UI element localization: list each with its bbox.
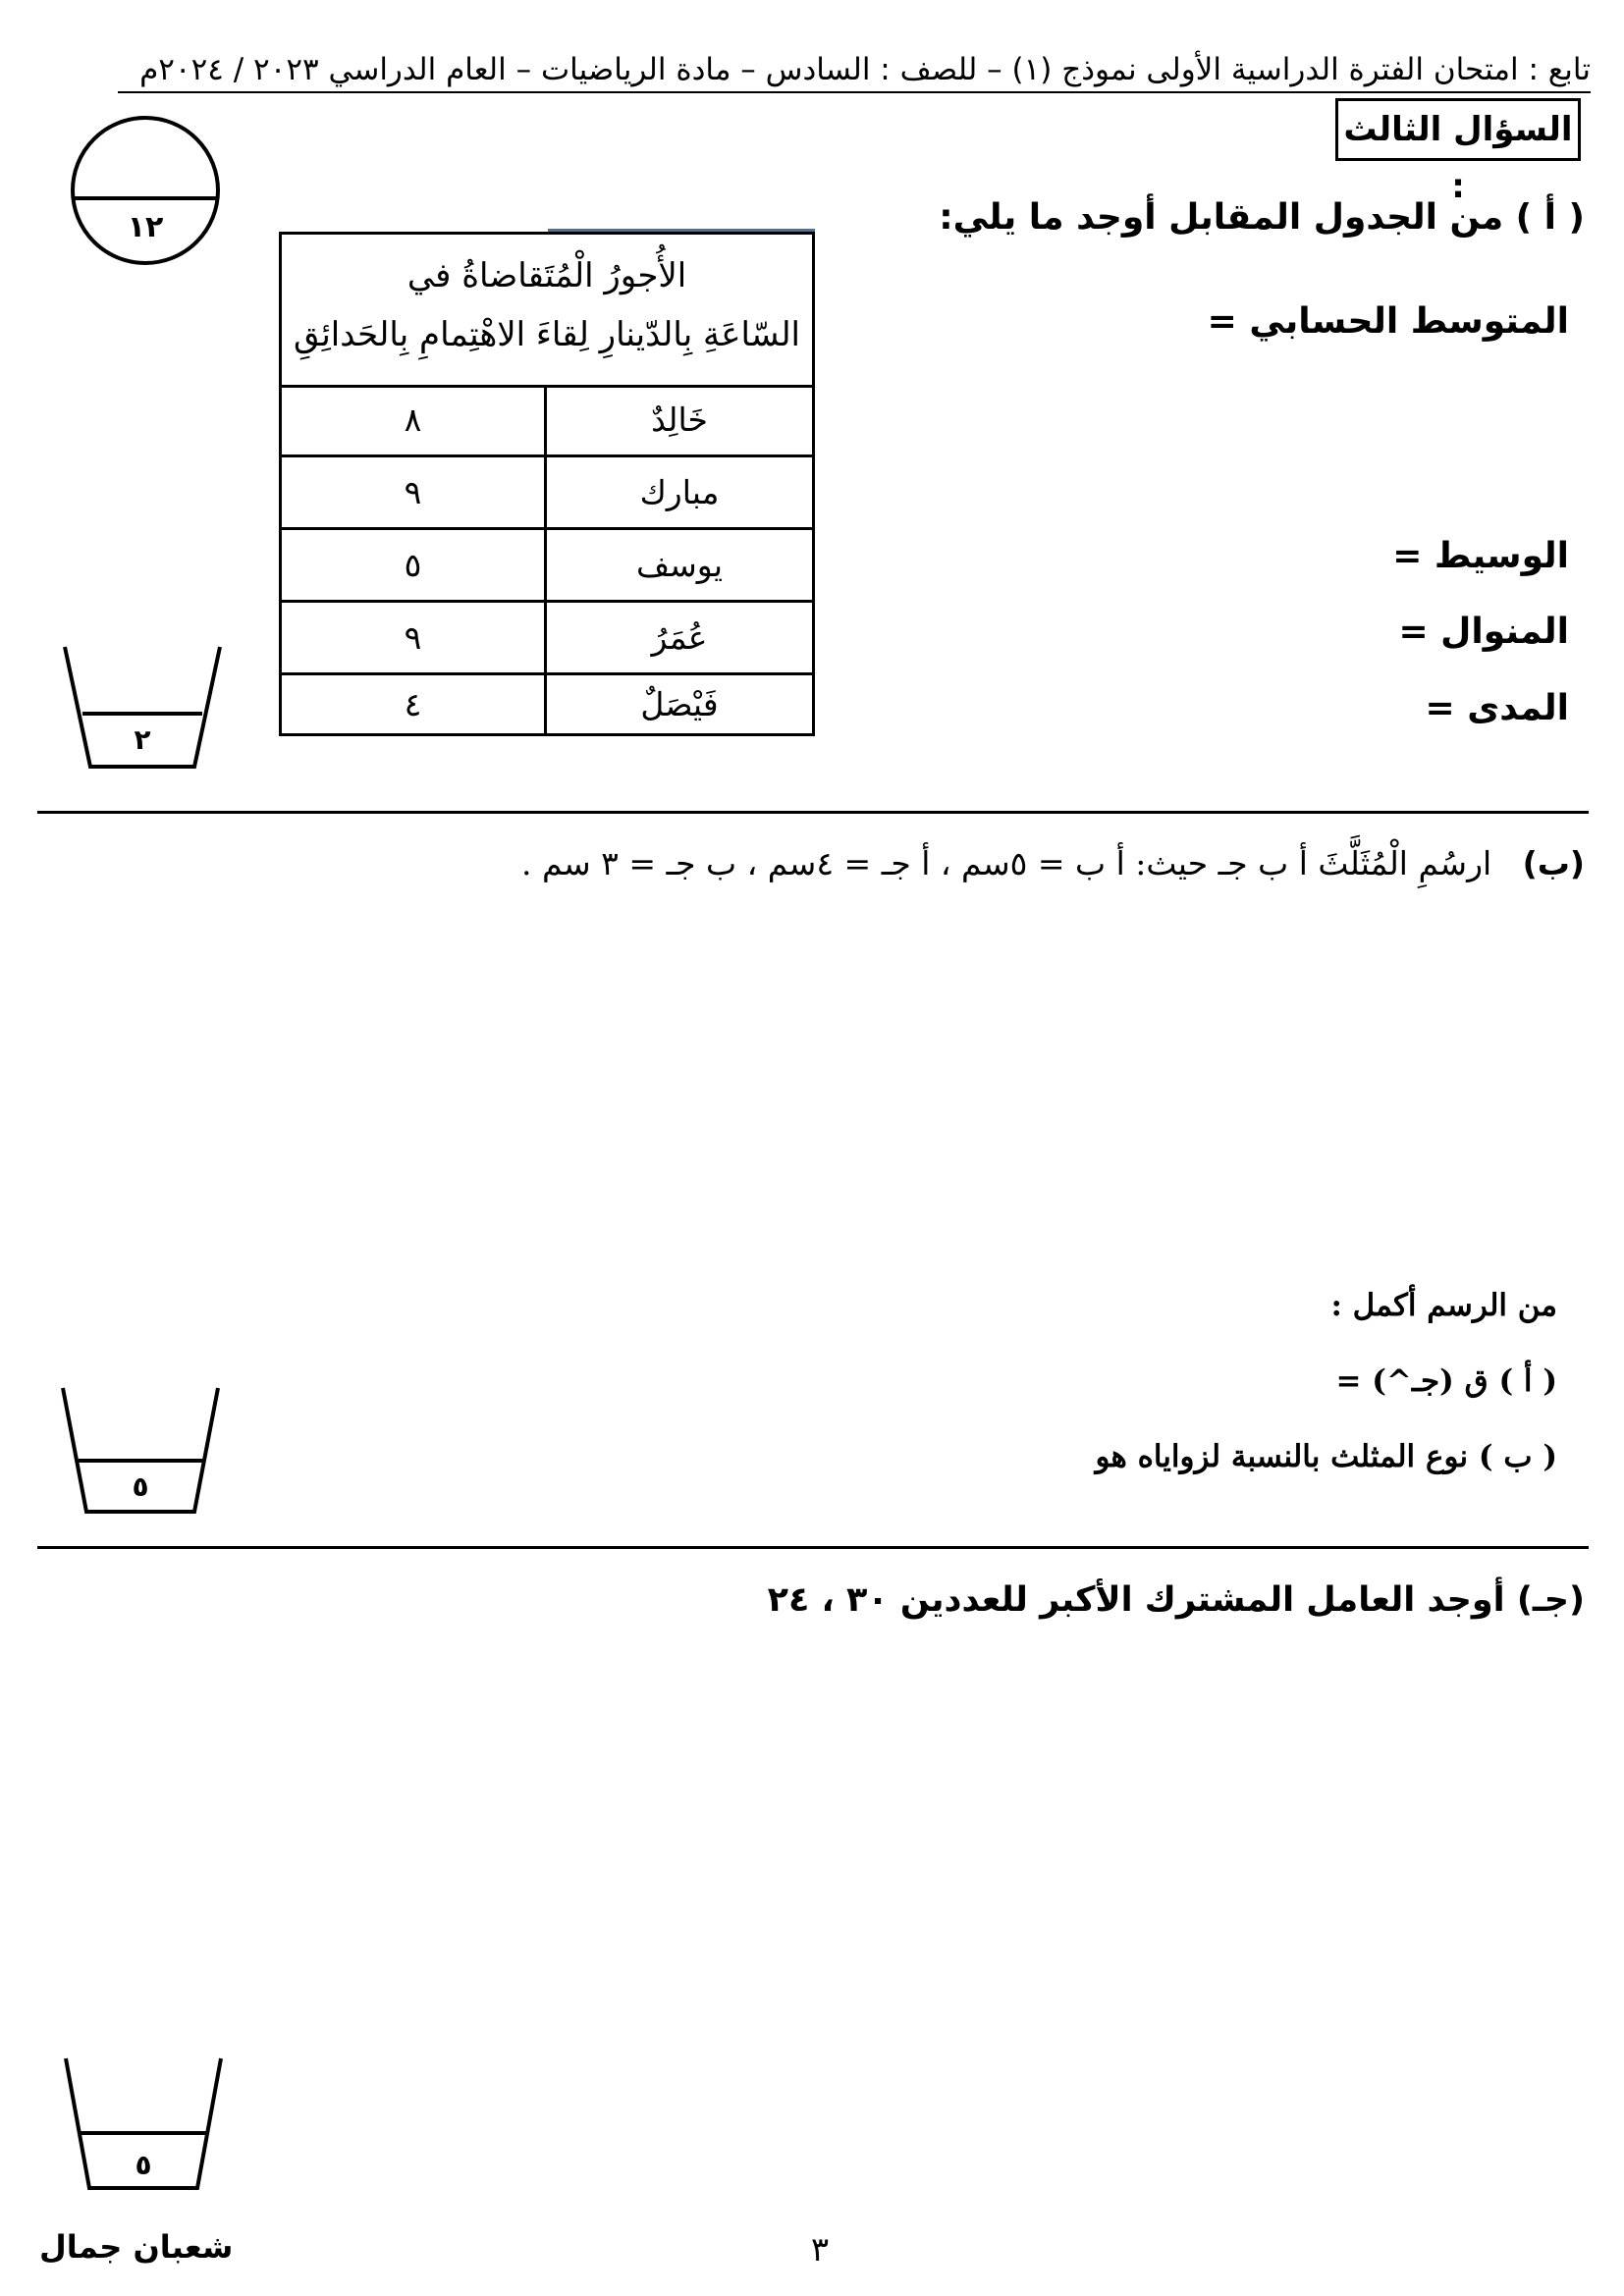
- table-row: [282, 530, 812, 603]
- question-title: السؤال الثالث :: [1335, 98, 1581, 161]
- part-b-label: (ب): [1522, 844, 1585, 882]
- complete-item-b: ( ب ) نوع المثلث بالنسبة لزواياه هو: [1095, 1439, 1557, 1474]
- table-cell-value: ٩: [282, 603, 547, 672]
- complete-item-a: ( أ ) ق (جـ^) =: [1335, 1363, 1557, 1399]
- table-title-line-2: السّاعَةِ بِالدّينارِ لِقاءَ الاهْتِمامِ بِالحَدائِقِ: [293, 315, 800, 354]
- table-row: [282, 457, 812, 530]
- range-prompt: المدى =: [1425, 688, 1569, 728]
- part-b-text: ارسُمِ الْمُثَلَّثَ أ ب جـ حيث: أ ب = ٥سم ، أ جـ = ٤سم ، ب جـ = ٣ سم .: [521, 844, 1492, 882]
- table-title: [282, 235, 812, 388]
- table-cell-name: خَالِدٌ: [651, 400, 708, 439]
- part-b-question: [521, 842, 1585, 885]
- part-b-score-box: [59, 1384, 222, 1512]
- section-divider: [37, 811, 1589, 814]
- table-cell-value: ٩: [282, 457, 547, 527]
- author-name: شعبان جمال: [39, 2228, 234, 2266]
- wages-table: [279, 232, 815, 736]
- table-cell-value: ٤: [282, 675, 547, 733]
- complete-title: من الرسم أكمل :: [1330, 1288, 1557, 1323]
- page-number: ٣: [810, 2230, 830, 2269]
- table-row: [282, 603, 812, 675]
- table-cell-name: يوسف: [635, 546, 724, 584]
- part-c-question: (جـ) أوجد العامل المشترك الأكبر للعددين ٣٠ ، ٢٤: [767, 1580, 1585, 1620]
- table-title-line-1: الأُجورُ الْمُتَقاضاةُ في: [406, 256, 687, 295]
- mean-prompt: المتوسط الحسابي =: [1207, 301, 1569, 342]
- part-c-score-box: [62, 2055, 225, 2182]
- median-prompt: الوسيط =: [1392, 536, 1569, 576]
- part-c-score-value: ٥: [135, 2149, 152, 2181]
- table-cell-value: ٥: [282, 530, 547, 600]
- table-cell-name: مبارك: [639, 473, 720, 511]
- table-cell-value: ٨: [282, 385, 547, 454]
- table-cell-name: عُمَرُ: [651, 618, 708, 657]
- part-a-score-value: ٢: [134, 723, 151, 756]
- total-score-circle: [71, 116, 220, 265]
- total-score-value: ١٢: [127, 210, 164, 244]
- table-cell-name: فَيْصَلٌ: [640, 685, 719, 723]
- section-divider: [37, 1546, 1589, 1549]
- part-a-score-box: [61, 643, 224, 771]
- mode-prompt: المنوال =: [1398, 612, 1569, 652]
- table-row: [282, 385, 812, 457]
- score-divider: [75, 196, 216, 200]
- header-underline: [118, 91, 1591, 93]
- part-b-score-value: ٥: [132, 1470, 149, 1503]
- part-a-label: ( أ ) من الجدول المقابل أوجد ما يلي:: [939, 197, 1585, 238]
- page-header: تابع : امتحان الفترة الدراسية الأولى نموذج (١) – للصف : السادس – مادة الرياضيات – العام الدراسي ٢٠٢٣ / ٢٠٢٤م: [139, 52, 1591, 87]
- table-row: [282, 675, 812, 733]
